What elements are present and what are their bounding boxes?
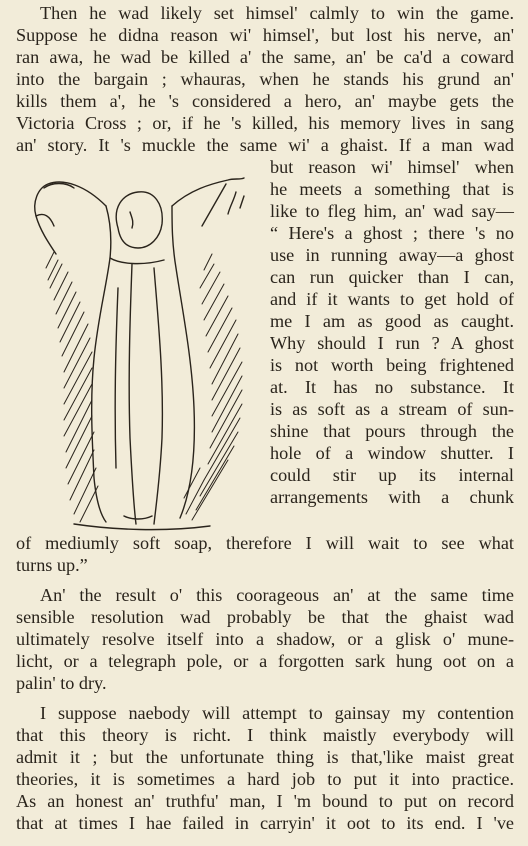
- text-line: of mediumly soft soap, therefore I will wait to see what: [16, 533, 514, 553]
- text-line: could stir up its internal: [270, 465, 514, 485]
- text-line: kills them a', he 's considered a hero, an' maybe gets the: [16, 91, 514, 111]
- text-line: Victoria Cross ; or, if he 's killed, his memory lives in sang: [16, 113, 514, 133]
- text-line: turns up.”: [16, 555, 88, 575]
- text-line: and if it wants to get hold of: [270, 289, 514, 309]
- text-line: that this theory is richt. I think maistly everybody will: [16, 725, 514, 745]
- text-line: is not worth being frightened: [270, 355, 514, 375]
- text-line: he meets a something that is: [270, 179, 514, 199]
- text-line: like to fleg him, an' wad say—: [270, 201, 514, 221]
- ghost-illustration: [14, 168, 266, 536]
- text-line: arrangements with a chunk: [270, 487, 514, 507]
- text-line: theories, it is sometimes a hard job to put it into practice.: [16, 769, 514, 789]
- text-line: Suppose he didna reason wi' himsel', but lost his nerve, an': [16, 25, 514, 45]
- text-line: into the bargain ; whauras, when he stands his grund an': [16, 69, 514, 89]
- text-line: “ Here's a ghost ; there 's no: [270, 223, 514, 243]
- text-line: ultimately resolve itself into a shadow, or a glisk o' mune-: [16, 629, 514, 649]
- text-line: An' the result o' this coorageous an' at the same time: [40, 585, 514, 605]
- text-line: at. It has no substance. It: [270, 377, 514, 397]
- text-line: shine that pours through the: [270, 421, 514, 441]
- text-line: admit it ; but the unfortunate thing is that,'like maist great: [16, 747, 514, 767]
- text-line: can run quicker than I can,: [270, 267, 514, 287]
- text-line: I suppose naebody will attempt to gainsay my contention: [40, 703, 514, 723]
- text-line: that at times I hae failed in carryin' it oot to its end. I 've: [16, 813, 514, 833]
- text-line: palin' to dry.: [16, 673, 107, 693]
- text-line: Then he wad likely set himsel' calmly to win the game.: [40, 3, 514, 23]
- text-line: is as soft as a stream of sun-: [270, 399, 514, 419]
- text-line: As an honest an' truthfu' man, I 'm bound to put on record: [16, 791, 514, 811]
- text-line: licht, or a telegraph pole, or a forgotten sark hung oot on a: [16, 651, 514, 671]
- text-line: but reason wi' himsel' when: [270, 157, 514, 177]
- text-line: me I am as good as caught.: [270, 311, 514, 331]
- text-line: ran awa, he wad be killed a' the same, an' be ca'd a coward: [16, 47, 514, 67]
- text-line: Why should I run ? A ghost: [270, 333, 514, 353]
- text-line: an' story. It 's muckle the same wi' a ghaist. If a man wad: [16, 135, 514, 155]
- text-line: use in running away—a ghost: [270, 245, 514, 265]
- text-line: sensible resolution wad probably be that the ghaist wad: [16, 607, 514, 627]
- text-line: hole of a window shutter. I: [270, 443, 514, 463]
